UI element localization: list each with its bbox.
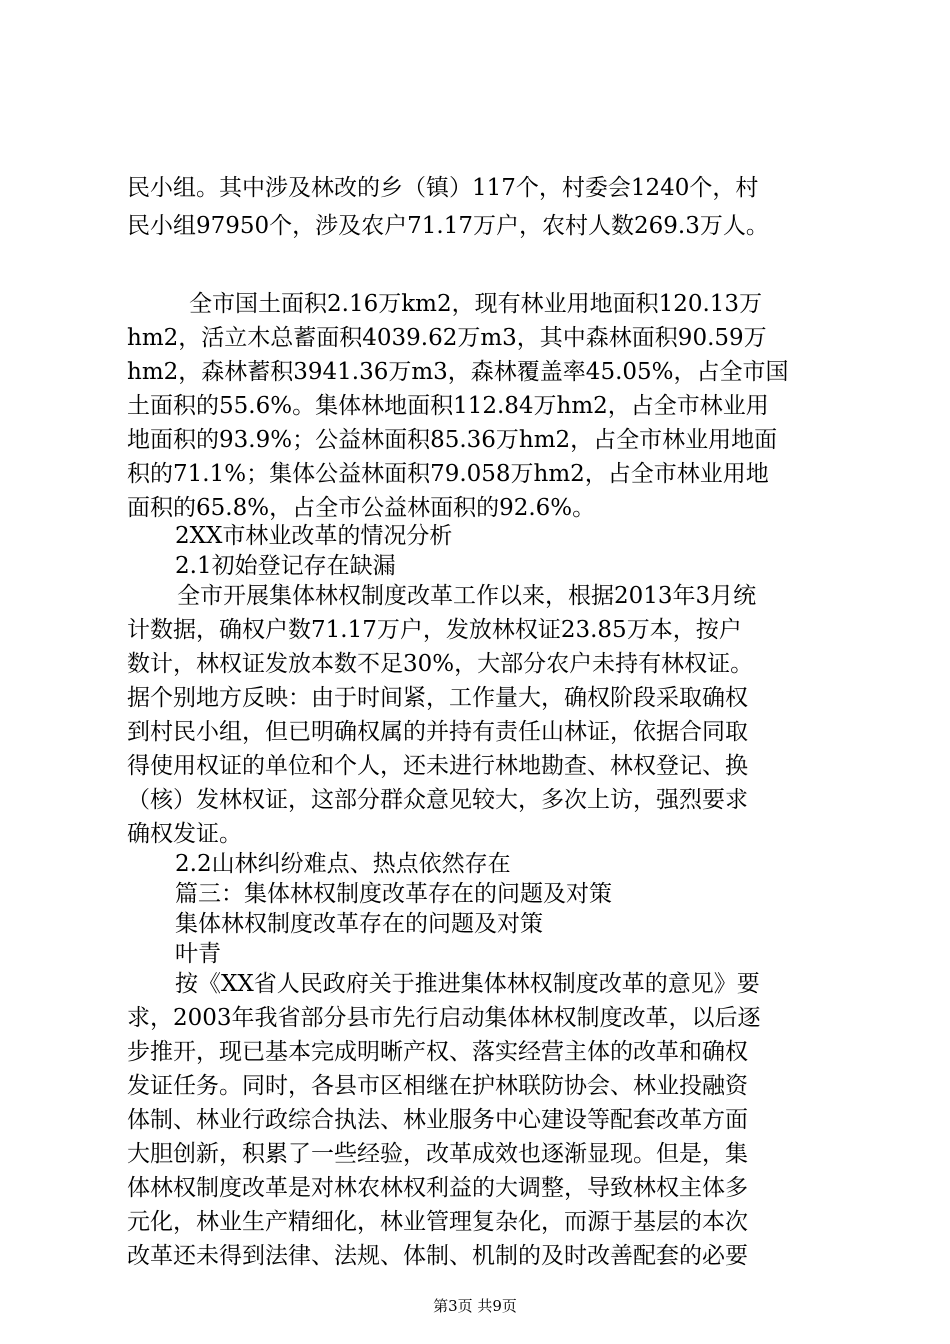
text-line: 步推开，现已基本完成明晰产权、落实经营主体的改革和确权 [127, 1039, 748, 1065]
text-line: 民小组。其中涉及林改的乡（镇）117个，村委会1240个，村 [127, 175, 759, 201]
text-line: 按《XX省人民政府关于推进集体林权制度改革的意见》要 [175, 971, 760, 997]
section-heading: 2.1初始登记存在缺漏 [175, 553, 396, 579]
article-title: 篇三：集体林权制度改革存在的问题及对策 [175, 881, 612, 907]
text-line: 民小组97950个，涉及农户71.17万户，农村人数269.3万人。 [127, 213, 769, 239]
text-line: 大胆创新，积累了一些经验，改革成效也逐渐显现。但是，集 [127, 1141, 748, 1167]
text-line: 据个别地方反映：由于时间紧，工作量大，确权阶段采取确权 [127, 685, 748, 711]
text-line: 到村民小组，但已明确权属的并持有责任山林证，依据合同取 [127, 719, 748, 745]
text-line: （核）发林权证，这部分群众意见较大，多次上访，强烈要求 [127, 787, 748, 813]
text-line: 体林权制度改革是对林农林权利益的大调整，导致林权主体多 [127, 1175, 748, 1201]
text-line: 得使用权证的单位和个人，还未进行林地勘查、林权登记、换 [127, 753, 748, 779]
section-heading: 2.2山林纠纷难点、热点依然存在 [175, 851, 511, 877]
text-line: 土面积的55.6%。集体林地面积112.84万hm2，占全市林业用 [127, 393, 769, 419]
text-line: 体制、林业行政综合执法、林业服务中心建设等配套改革方面 [127, 1107, 748, 1133]
text-line: 计数据，确权户数71.17万户，发放林权证23.85万本，按户 [127, 617, 742, 643]
text-line: 面积的65.8%，占全市公益林面积的92.6%。 [127, 495, 596, 521]
text-line: 全市开展集体林权制度改革工作以来，根据2013年3月统 [177, 583, 757, 609]
text-line: 全市国土面积2.16万km2，现有林业用地面积120.13万 [189, 291, 763, 317]
text-line: 数计，林权证发放本数不足30%，大部分农户未持有林权证。 [127, 651, 754, 677]
article-title: 集体林权制度改革存在的问题及对策 [175, 911, 543, 937]
section-heading: 2XX市林业改革的情况分析 [175, 523, 453, 549]
text-line: 积的71.1%；集体公益林面积79.058万hm2，占全市林业用地 [127, 461, 769, 487]
text-line: 元化，林业生产精细化，林业管理复杂化，而源于基层的本次 [127, 1209, 748, 1235]
author-name: 叶青 [175, 941, 221, 967]
text-line: 改革还未得到法律、法规、体制、机制的及时改善配套的必要 [127, 1243, 748, 1269]
text-line: 地面积的93.9%；公益林面积85.36万hm2，占全市林业用地面 [127, 427, 778, 453]
text-line: 确权发证。 [127, 821, 242, 847]
page-number-footer: 第3页 共9页 [433, 1297, 517, 1315]
text-line: hm2，森林蓄积3941.36万m3，森林覆盖率45.05%，占全市国 [127, 359, 789, 385]
text-line: hm2，活立木总蓄面积4039.62万m3，其中森林面积90.59万 [127, 325, 767, 351]
text-line: 发证任务。同时，各县市区相继在护林联防协会、林业投融资 [127, 1073, 748, 1099]
text-line: 求，2003年我省部分县市先行启动集体林权制度改革，以后逐 [127, 1005, 761, 1031]
